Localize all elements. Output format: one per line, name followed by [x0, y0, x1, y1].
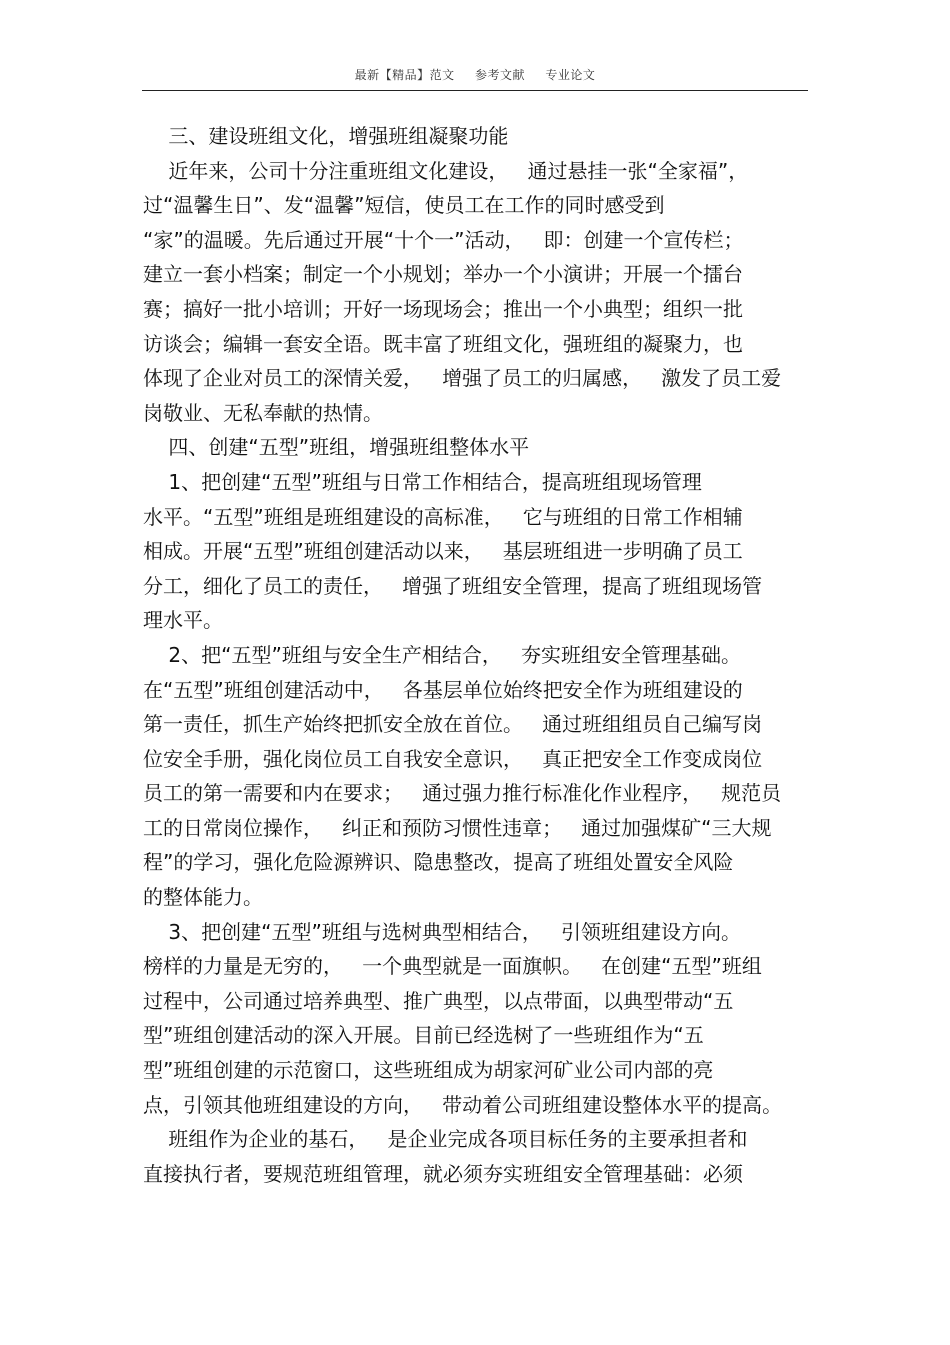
- text-line: 的整体能力。: [143, 885, 263, 910]
- text-line: 工的日常岗位操作， 纠正和预防习惯性违章； 通过加强煤矿“三大规: [143, 815, 772, 840]
- text-line: 建立一套小档案；制定一个小规划；举办一个小演讲；开展一个擂台: [143, 262, 743, 287]
- header-item-2: 参考文献: [474, 68, 525, 82]
- text-line: 理水平。: [143, 608, 223, 633]
- text-line: 体现了企业对员工的深情关爱， 增强了员工的归属感， 激发了员工爱: [143, 366, 782, 391]
- document-body: [143, 119, 813, 1191]
- text-line: 岗敬业、无私奉献的热情。: [143, 400, 383, 425]
- text-line: 过程中，公司通过培养典型、推广典型，以点带面，以典型带动“五: [143, 988, 734, 1013]
- page-header: [142, 66, 808, 83]
- text-line: 直接执行者，要规范班组管理，就必须夯实班组安全管理基础：必须: [143, 1161, 743, 1186]
- text-line: 第一责任，抓生产始终把抓安全放在首位。 通过班组组员自己编写岗: [143, 712, 763, 737]
- text-line: 型”班组创建的示范窗口，这些班组成为胡家河矿业公司内部的亮: [143, 1058, 714, 1083]
- text-line: 1、把创建“五型”班组与日常工作相结合，提高班组现场管理: [143, 469, 702, 494]
- header-item-1: 最新【精品】范文: [354, 68, 455, 82]
- text-line: 程”的学习，强化危险源辨识、隐患整改，提高了班组处置安全风险: [143, 850, 734, 875]
- section-heading: 四、创建“五型”班组，增强班组整体水平: [143, 435, 530, 460]
- header-divider: [142, 90, 808, 91]
- text-line: 榜样的力量是无穷的， 一个典型就是一面旗帜。 在创建“五型”班组: [143, 954, 762, 979]
- text-line: 3、把创建“五型”班组与选树典型相结合， 引领班组建设方向。: [143, 919, 741, 944]
- text-line: 赛；搞好一批小培训；开好一场现场会；推出一个小典型；组织一批: [143, 296, 743, 321]
- text-line: 员工的第一需要和内在要求； 通过强力推行标准化作业程序， 规范员: [143, 781, 782, 806]
- header-item-3: 专业论文: [545, 68, 596, 82]
- section-heading: 三、建设班组文化，增强班组凝聚功能: [143, 124, 509, 148]
- text-line: 水平。“五型”班组是班组建设的高标准， 它与班组的日常工作相辅: [143, 504, 743, 529]
- text-line: 型”班组创建活动的深入开展。目前已经选树了一些班组作为“五: [143, 1023, 704, 1048]
- text-line: 位安全手册，强化岗位员工自我安全意识， 真正把安全工作变成岗位: [143, 746, 763, 771]
- text-line: 2、把“五型”班组与安全生产相结合， 夯实班组安全管理基础。: [143, 642, 741, 667]
- text-line: 访谈会；编辑一套安全语。既丰富了班组文化，强班组的凝聚力，也: [143, 331, 743, 356]
- text-line: “家”的温暖。先后通过开展“十个一”活动， 即：创建一个宣传栏；: [143, 227, 744, 252]
- text-line: 过“温馨生日”、发“温馨”短信，使员工在工作的同时感受到: [143, 193, 665, 218]
- text-line: 近年来，公司十分注重班组文化建设， 通过悬挂一张“全家福”，: [143, 158, 749, 183]
- text-line: 在“五型”班组创建活动中， 各基层单位始终把安全作为班组建设的: [143, 677, 743, 702]
- text-line: 点，引领其他班组建设的方向， 带动着公司班组建设整体水平的提高。: [143, 1092, 783, 1117]
- text-line: 分工，细化了员工的责任， 增强了班组安全管理，提高了班组现场管: [143, 573, 763, 598]
- text-line: 班组作为企业的基石， 是企业完成各项目标任务的主要承担者和: [143, 1127, 748, 1152]
- text-line: 相成。开展“五型”班组创建活动以来， 基层班组进一步明确了员工: [143, 539, 743, 564]
